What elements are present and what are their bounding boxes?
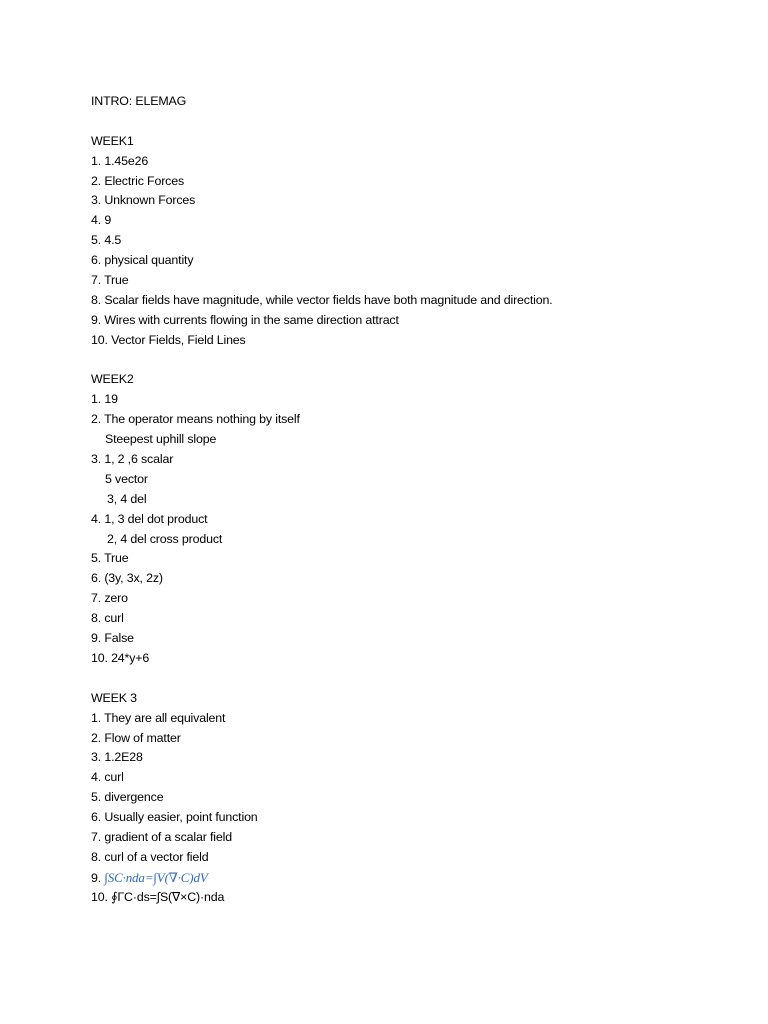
week2-answer-4-cross: 2, 4 del cross product — [107, 531, 223, 546]
blank-line — [91, 669, 731, 689]
week2-answer-7: 7. zero — [91, 591, 128, 606]
week3-answer-2: 2. Flow of matter — [91, 730, 181, 745]
week2-answer-10: 10. 24*y+6 — [91, 650, 150, 665]
week2-answer-3-vector: 5 vector — [105, 471, 148, 486]
week2-answer-2: 2. The operator means nothing by itself — [91, 412, 300, 427]
week3-answer-9 — [91, 868, 731, 888]
week3-heading: WEEK 3 — [91, 690, 137, 705]
document-title: INTRO: ELEMAG — [91, 94, 187, 108]
week2-answer-2-continued: Steepest uphill slope — [105, 432, 217, 447]
week3-answer-5: 5. divergence — [91, 790, 164, 805]
week1-answer-3: 3. Unknown Forces — [91, 193, 196, 208]
week2-answer-8: 8. curl — [91, 611, 124, 626]
week1-answer-8: 8. Scalar fields have magnitude, while vector fields have both magnitude and direction. — [91, 292, 553, 307]
week1-answer-4: 4. 9 — [91, 213, 112, 228]
week2-answer-1: 1. 19 — [91, 392, 118, 407]
blank-line — [91, 112, 731, 132]
week2-answer-3-del: 3, 4 del — [107, 491, 147, 506]
week2-answer-3: 3. 1, 2 ,6 scalar — [91, 452, 174, 467]
week1-answer-2: 2. Electric Forces — [91, 173, 185, 188]
week3-answer-6: 6. Usually easier, point function — [91, 810, 258, 825]
week2-answer-6: 6. (3y, 3x, 2z) — [91, 571, 163, 586]
blank-line — [91, 351, 731, 371]
week3-answer-7: 7. gradient of a scalar field — [91, 829, 232, 844]
week1-answer-6: 6. physical quantity — [91, 253, 194, 268]
week2-answer-5: 5. True — [91, 551, 129, 566]
week1-answer-7: 7. True — [91, 273, 129, 288]
week3-answer-9-number: 9. — [91, 870, 105, 885]
week2-answer-4: 4. 1, 3 del dot product — [91, 511, 208, 526]
week3-answer-1: 1. They are all equivalent — [91, 710, 226, 725]
week3-answer-8: 8. curl of a vector field — [91, 849, 209, 864]
week1-answer-9: 9. Wires with currents flowing in the same direction attract — [91, 312, 399, 327]
week1-answer-5: 5. 4.5 — [91, 233, 122, 248]
week3-answer-3: 3. 1.2E28 — [91, 750, 143, 765]
week2-answer-9: 9. False — [91, 631, 134, 646]
divergence-theorem-formula: ∫SC·nda=∫V(∇·C)dV — [104, 869, 208, 885]
week3-answer-10: 10. ∮ΓC·ds=∫S(∇×C)·nda — [91, 889, 225, 904]
document-body — [91, 92, 731, 908]
week1-answer-1: 1. 1.45e26 — [91, 153, 149, 168]
week1-heading: WEEK1 — [91, 133, 134, 148]
week1-answer-10: 10. Vector Fields, Field Lines — [91, 332, 246, 347]
week3-answer-4: 4. curl — [91, 770, 124, 785]
week2-heading: WEEK2 — [91, 372, 134, 387]
